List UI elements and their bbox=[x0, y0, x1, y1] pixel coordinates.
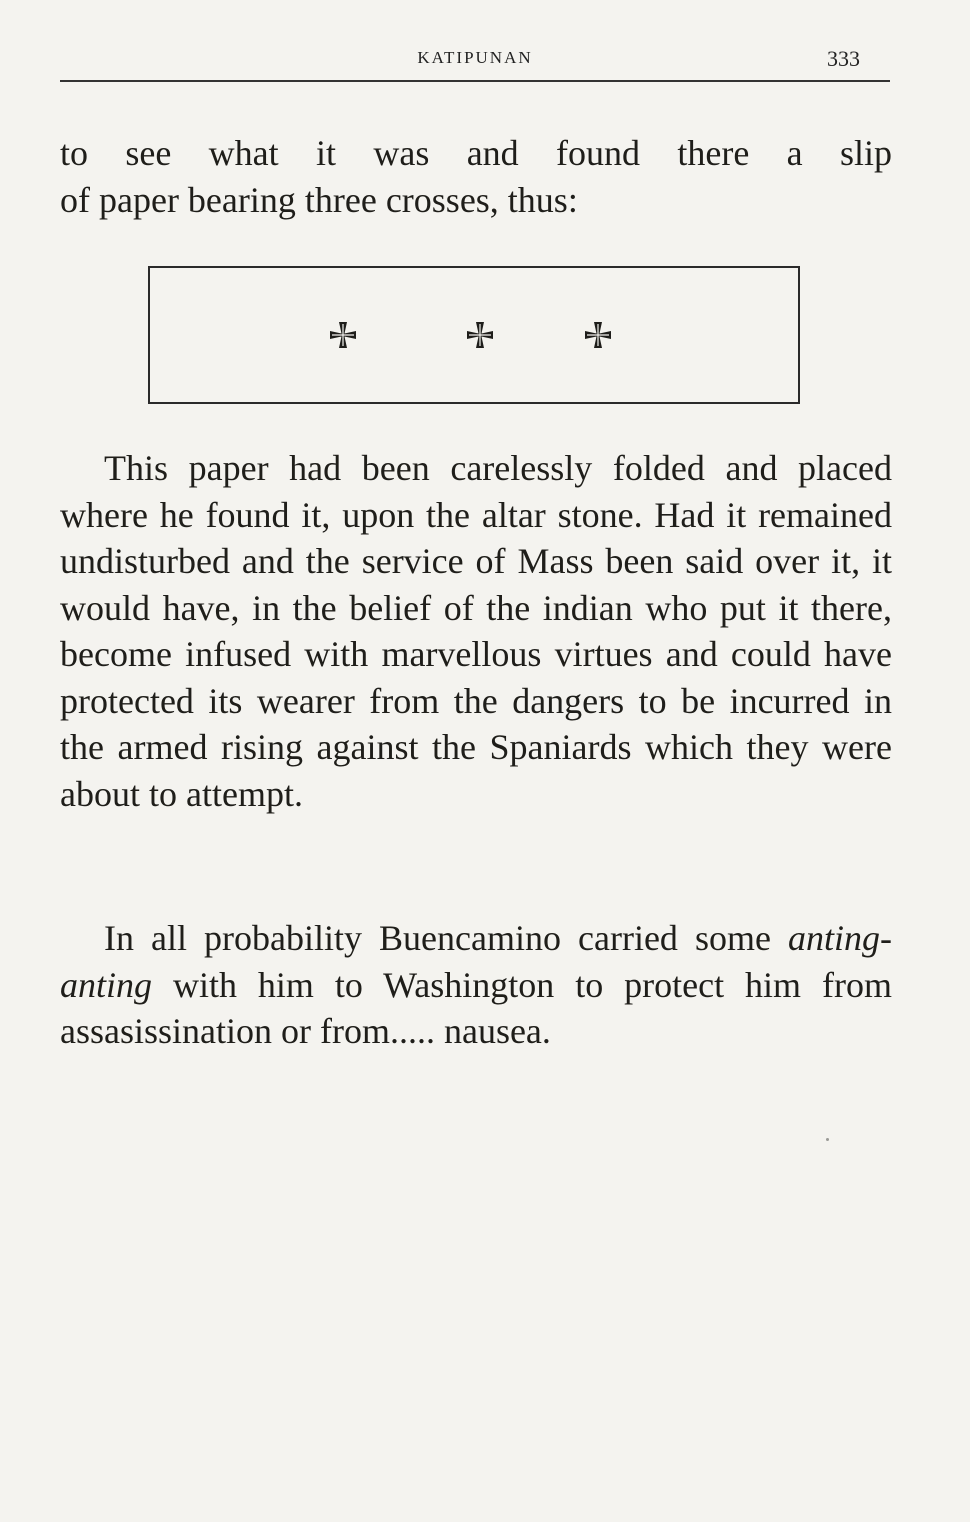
paragraph-text-start: In all probability Buencamino carried some bbox=[104, 918, 788, 958]
cross-pattee-icon bbox=[465, 320, 495, 350]
paragraph-line: of paper bearing three crosses, thus: bbox=[60, 179, 578, 220]
paper-speck bbox=[826, 1138, 829, 1141]
paragraph-paper-description bbox=[60, 445, 892, 817]
crosses-group bbox=[150, 268, 798, 402]
paragraph-buencamino bbox=[60, 915, 892, 1055]
paper-slip-figure bbox=[148, 266, 800, 404]
italic-term: anting-anting bbox=[60, 918, 892, 1005]
running-title: KATIPUNAN bbox=[417, 48, 533, 67]
header-rule bbox=[60, 80, 890, 82]
paragraph-text bbox=[60, 915, 892, 1055]
paragraph-opening bbox=[60, 130, 892, 223]
cross-pattee-icon bbox=[328, 320, 358, 350]
cross-pattee-icon bbox=[583, 320, 613, 350]
page-number: 333 bbox=[827, 46, 860, 71]
paragraph-text: This paper had been carelessly folded and placed where he found it, upon the altar stone. Had it remained undisturbed and the service of Mass been said over it, it would have, in the belief of the indian who put it there, become infused with marvellous virtues and could have protected its wearer from the dangers to be incurred in the armed rising against the Spaniards which they were about to attempt. bbox=[60, 448, 892, 814]
paragraph-text-end: with him to Washington to protect him from assasissination or from..... nausea. bbox=[60, 964, 892, 1051]
paragraph-line: to see what it was and found there a slip bbox=[60, 133, 892, 173]
running-head bbox=[60, 48, 890, 88]
